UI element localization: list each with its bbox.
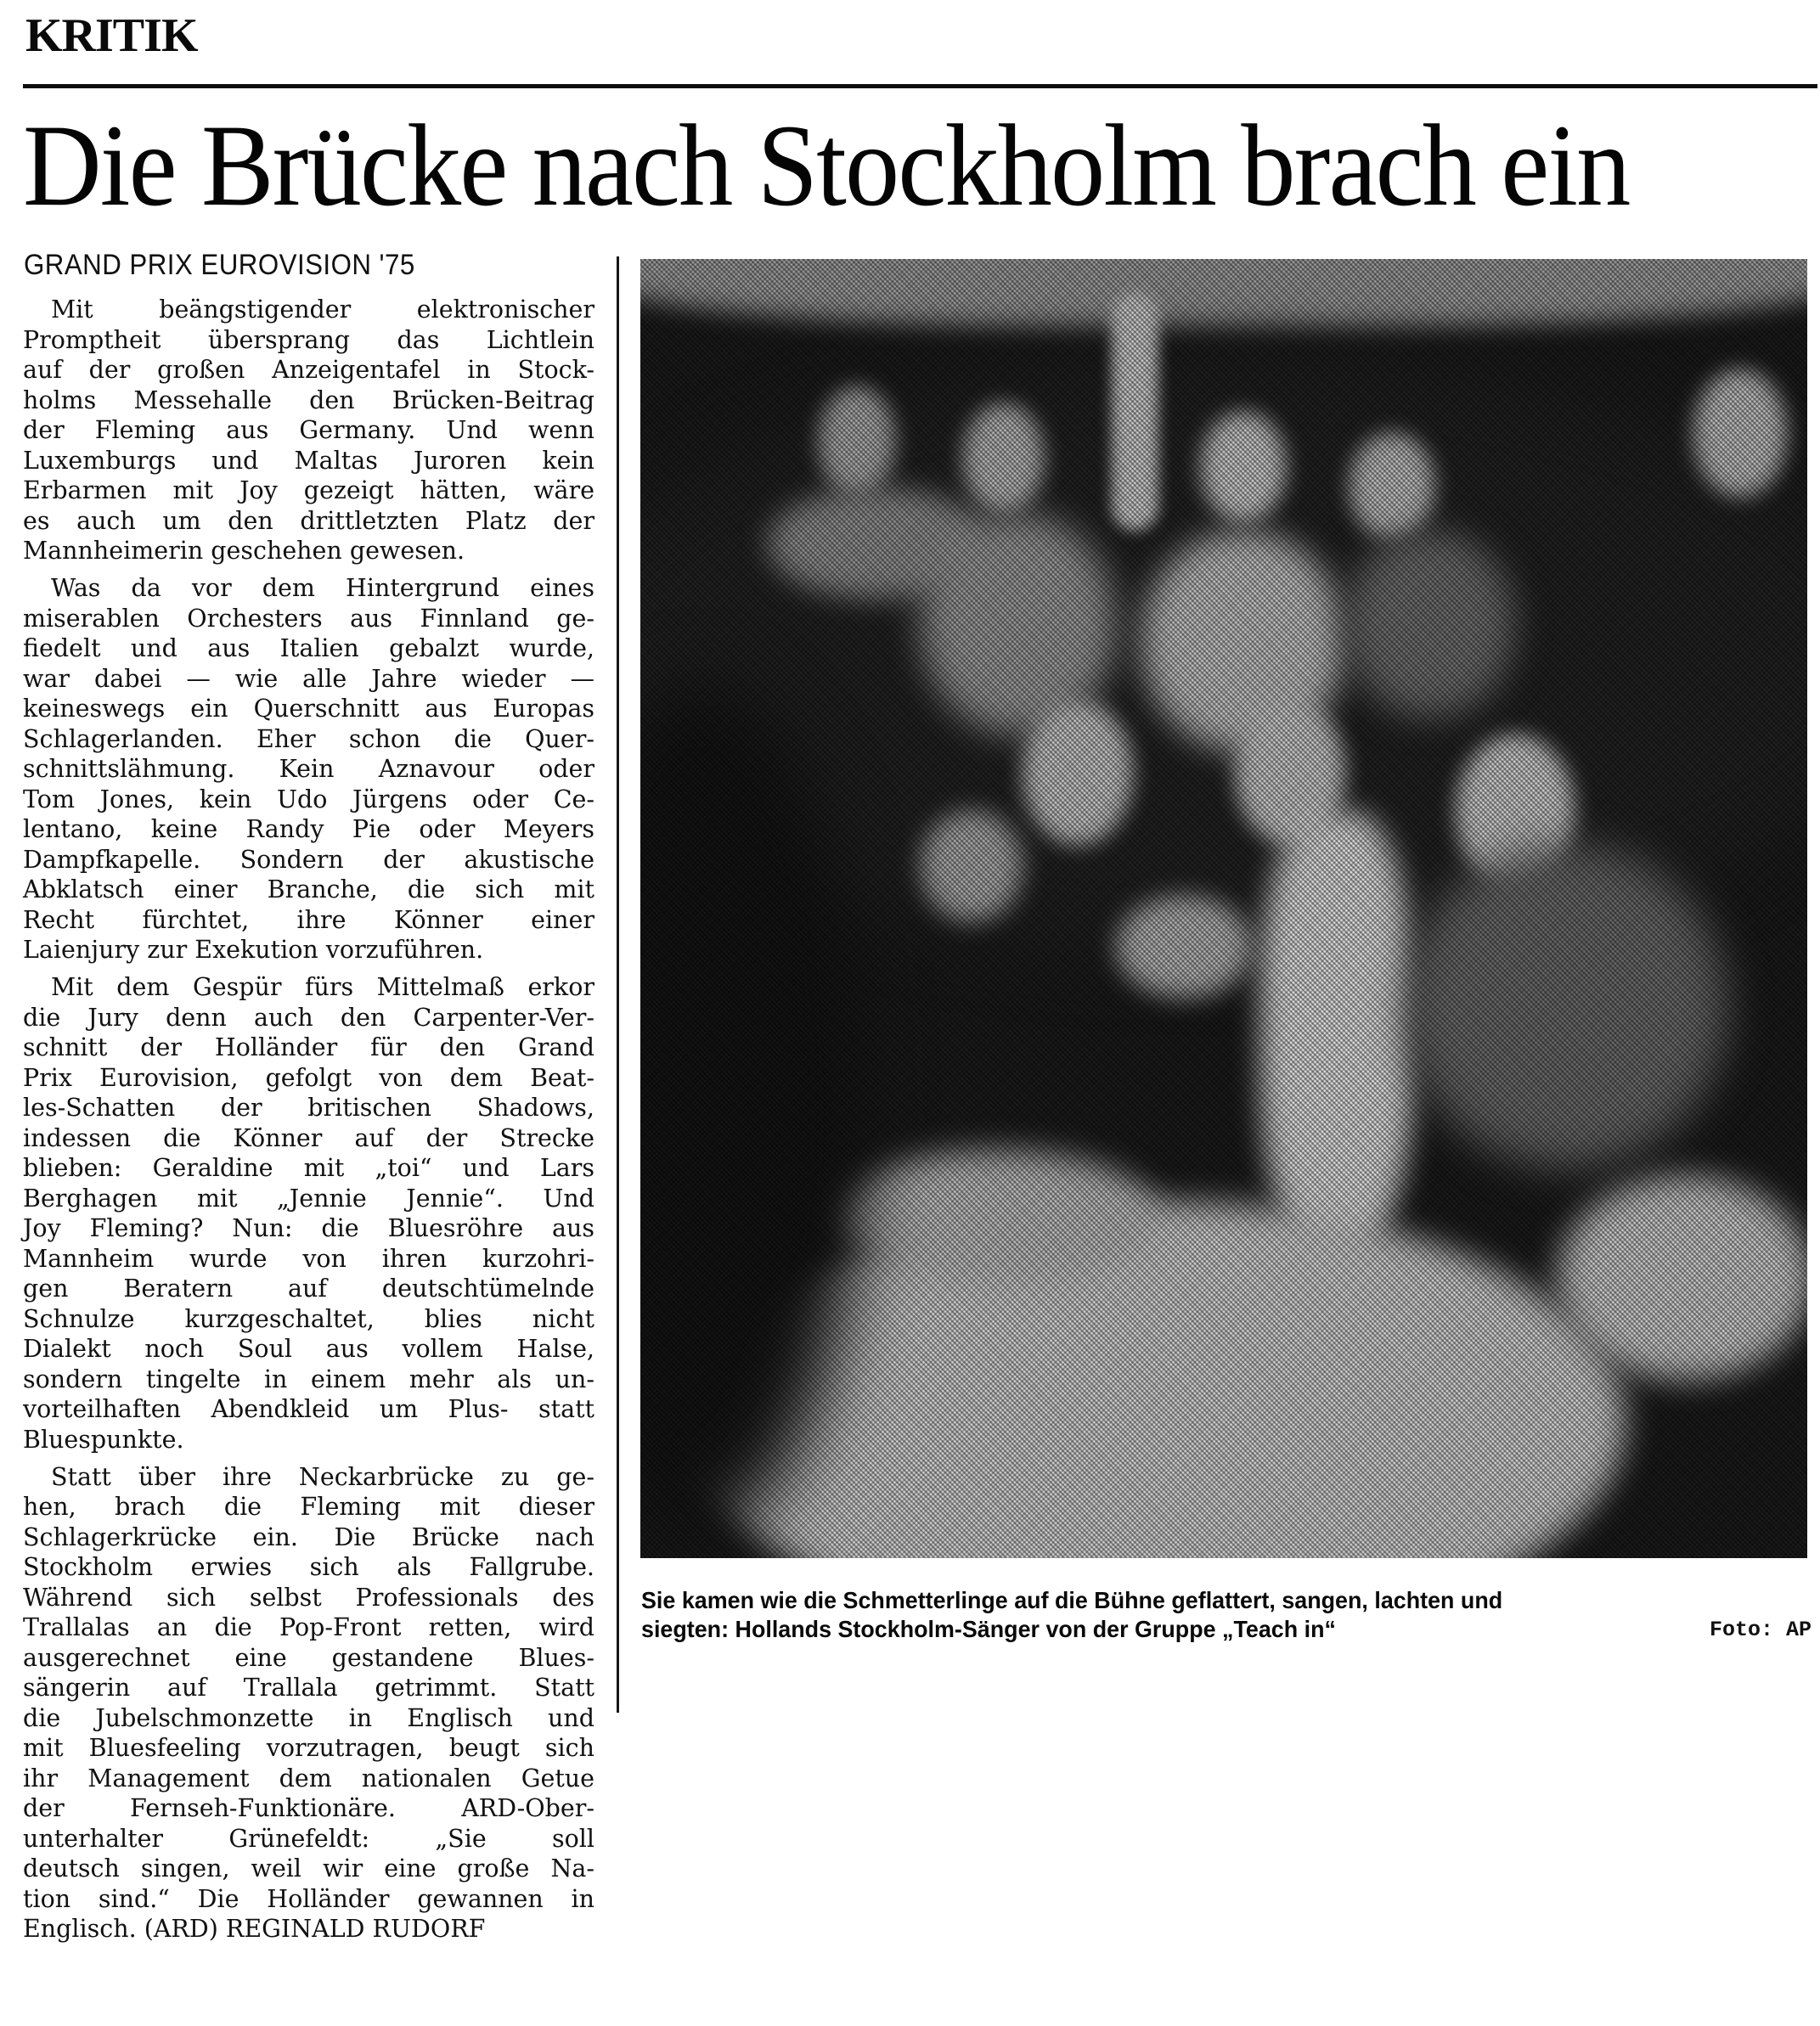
text-line: Dampfkapelle. Sondern der akustische (23, 845, 594, 874)
text-line: Tom Jones, kein Udo Jürgens oder Ce- (23, 785, 594, 813)
text-line: unterhalter Grünefeldt: „Sie soll (23, 1824, 594, 1853)
text-line: Mannheimerin geschehen gewesen. (23, 537, 465, 565)
text-line: Joy Fleming? Nun: die Bluesröhre aus (23, 1214, 594, 1242)
caption-line: Sie kamen wie die Schmetterlinge auf die Bühne geflattert, sangen, lachten und (641, 1587, 1503, 1613)
text-line: Prix Eurovision, gefolgt von dem Beat- (23, 1063, 594, 1092)
text-line: sängerin auf Trallala getrimmt. Statt (23, 1674, 594, 1702)
text-line: Laienjury zur Exekution vorzuführen. (23, 936, 484, 964)
section-divider-rule (23, 84, 1817, 88)
text-line: Dialekt noch Soul aus vollem Halse, (23, 1335, 594, 1363)
article-paragraph (23, 295, 594, 566)
text-line: auf der großen Anzeigentafel in Stock- (23, 356, 594, 384)
text-line: Erbarmen mit Joy gezeigt hätten, wäre (23, 476, 594, 504)
text-line: Statt über ihre Neckarbrücke zu ge- (51, 1462, 594, 1491)
text-line: Promptheit übersprang das Lichtlein (23, 325, 594, 354)
text-line: Englisch. (ARD) REGINALD RUDORF (23, 1915, 486, 1943)
text-line: gen Beratern auf deutschtümelnde (23, 1275, 594, 1303)
text-line: sondern tingelte in einem mehr als un- (23, 1365, 594, 1393)
text-line: war dabei — wie alle Jahre wieder — (23, 664, 594, 693)
text-line: Was da vor dem Hintergrund eines (51, 574, 594, 602)
text-line: es auch um den drittletzten Platz der (23, 506, 594, 535)
text-line: vorteilhaften Abendkleid um Plus- statt (23, 1395, 594, 1423)
text-line: holms Messehalle den Brücken-Beitrag (23, 386, 594, 414)
section-label: KRITIK (25, 9, 198, 62)
text-line: fiedelt und aus Italien gebalzt wurde, (23, 634, 594, 662)
article-paragraph (23, 573, 594, 965)
article-paragraph (23, 972, 594, 1455)
text-line: schnitt der Holländer für den Grand (23, 1033, 594, 1061)
article-headline: Die Brücke nach Stockholm brach ein (23, 100, 1630, 230)
article-paragraph (23, 1462, 594, 1944)
text-line: mit Bluesfeeling vorzutragen, beugt sich (23, 1734, 594, 1762)
photo-caption (641, 1586, 1820, 1644)
text-line: tion sind.“ Die Holländer gewannen in (23, 1884, 594, 1913)
text-line: Stockholm erwies sich als Fallgrube. (23, 1553, 594, 1581)
text-line: blieben: Geraldine mit „toi“ und Lars (23, 1154, 594, 1182)
article-photo (640, 259, 1807, 1558)
text-line: Schlagerlanden. Eher schon die Quer- (23, 724, 594, 753)
text-line: Während sich selbst Professionals des (23, 1583, 594, 1612)
text-line: ihr Management dem nationalen Getue (23, 1764, 594, 1792)
text-line: Schlagerkrücke ein. Die Brücke nach (23, 1522, 594, 1551)
text-line: Berghagen mit „Jennie Jennie“. Und (23, 1184, 594, 1213)
article-body (23, 295, 594, 1951)
text-line: indessen die Könner auf der Strecke (23, 1123, 594, 1152)
text-line: lentano, keine Randy Pie oder Meyers (23, 815, 594, 843)
photo-halftone-texture (640, 259, 1807, 1558)
column-divider-rule (617, 256, 619, 1713)
text-line: miserablen Orchesters aus Finnland ge- (23, 604, 594, 633)
text-line: deutsch singen, weil wir eine große Na- (23, 1854, 594, 1882)
text-line: die Jubelschmonzette in Englisch und (23, 1703, 594, 1732)
text-line: schnittslähmung. Kein Aznavour oder (23, 755, 594, 783)
text-line: Bluespunkte. (23, 1425, 184, 1454)
text-line: die Jury denn auch den Carpenter-Ver- (23, 1003, 594, 1032)
photo-credit: Foto: AP (1710, 1618, 1812, 1642)
text-line: Mit beängstigender elektronischer (51, 295, 594, 324)
text-line: les-Schatten der britischen Shadows, (23, 1094, 594, 1122)
text-line: Recht fürchtet, ihre Könner einer (23, 905, 594, 934)
article-kicker: GRAND PRIX EUROVISION '75 (24, 249, 415, 281)
caption-line: siegten: Hollands Stockholm-Sänger von der Gruppe „Teach in“ (641, 1616, 1336, 1642)
text-line: Schnulze kurzgeschaltet, blies nicht (23, 1304, 594, 1333)
text-line: Mannheim wurde von ihren kurzohri- (23, 1244, 594, 1273)
text-line: Trallalas an die Pop-Front retten, wird (23, 1613, 594, 1641)
text-line: ausgerechnet eine gestandene Blues- (23, 1643, 594, 1672)
text-line: der Fleming aus Germany. Und wenn (23, 416, 594, 444)
text-line: keineswegs ein Querschnitt aus Europas (23, 695, 594, 723)
text-line: Luxemburgs und Maltas Juroren kein (23, 446, 594, 475)
text-line: der Fernseh-Funktionäre. ARD-Ober- (23, 1794, 594, 1822)
text-line: hen, brach die Fleming mit dieser (23, 1493, 594, 1521)
text-line: Abklatsch einer Branche, die sich mit (23, 875, 594, 903)
text-line: Mit dem Gespür fürs Mittelmaß erkor (51, 973, 594, 1001)
